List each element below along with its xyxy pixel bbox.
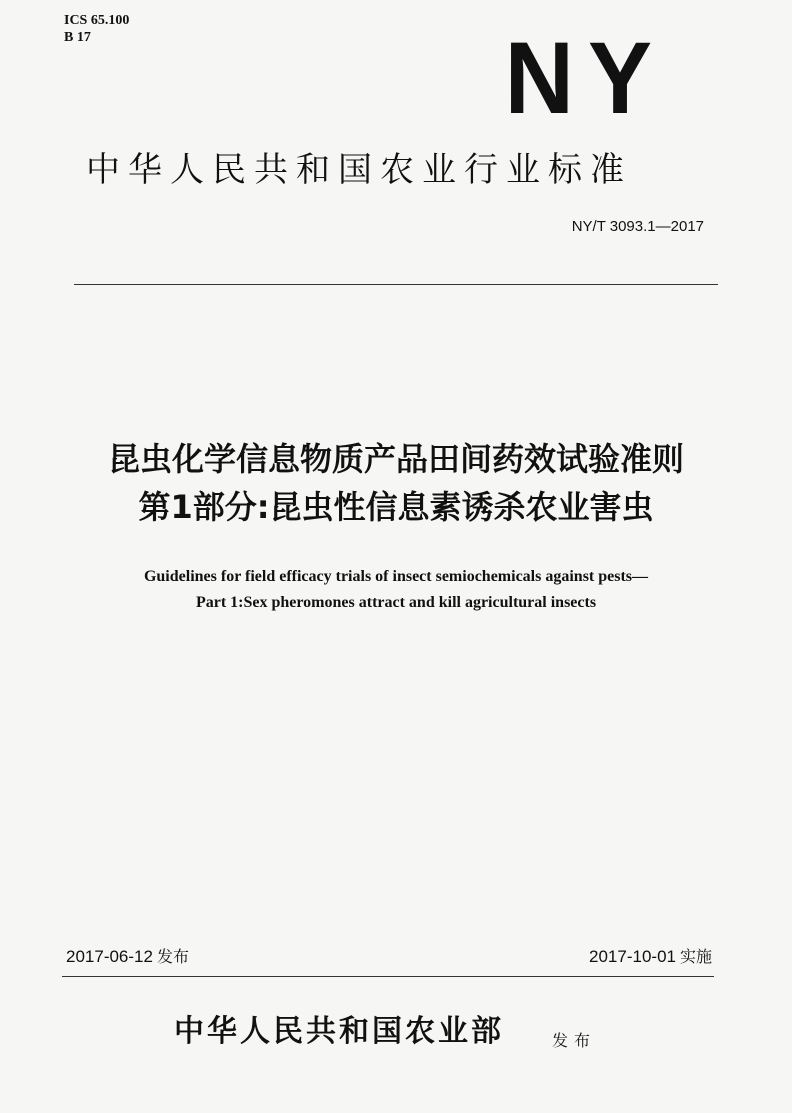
issuing-authority-suffix: 发布 — [552, 1031, 597, 1050]
standard-number: NY/T 3093.1—2017 — [571, 218, 704, 235]
ics-block — [64, 12, 129, 46]
implementation-date — [589, 946, 712, 968]
issue-date — [66, 946, 189, 968]
title-en-line1: Guidelines for field efficacy trials of insect semiochemicals against pests— — [143, 568, 649, 585]
issuing-authority: 中华人民共和国农业部 — [174, 1014, 504, 1049]
ics-code: ICS 65.100 — [64, 13, 130, 28]
top-divider — [74, 284, 718, 285]
title-cn-line2: 第1部分:昆虫性信息素诱杀农业害虫 — [138, 488, 654, 526]
ny-logo: NY — [504, 21, 666, 136]
issue-date-value: 2017-06-12 — [66, 947, 153, 966]
bottom-divider — [62, 976, 714, 977]
title-en-line2: Part 1:Sex pheromones attract and kill agricultural insects — [195, 594, 597, 611]
title-cn-line1: 昆虫化学信息物质产品田间药效试验准则 — [107, 440, 684, 478]
impl-date-value: 2017-10-01 — [589, 947, 676, 966]
issue-date-suffix: 发布 — [156, 947, 189, 966]
standard-category-title: 中华人民共和国农业行业标准 — [86, 150, 632, 190]
ccs-code: B 17 — [64, 30, 91, 45]
impl-date-suffix: 实施 — [679, 947, 712, 966]
